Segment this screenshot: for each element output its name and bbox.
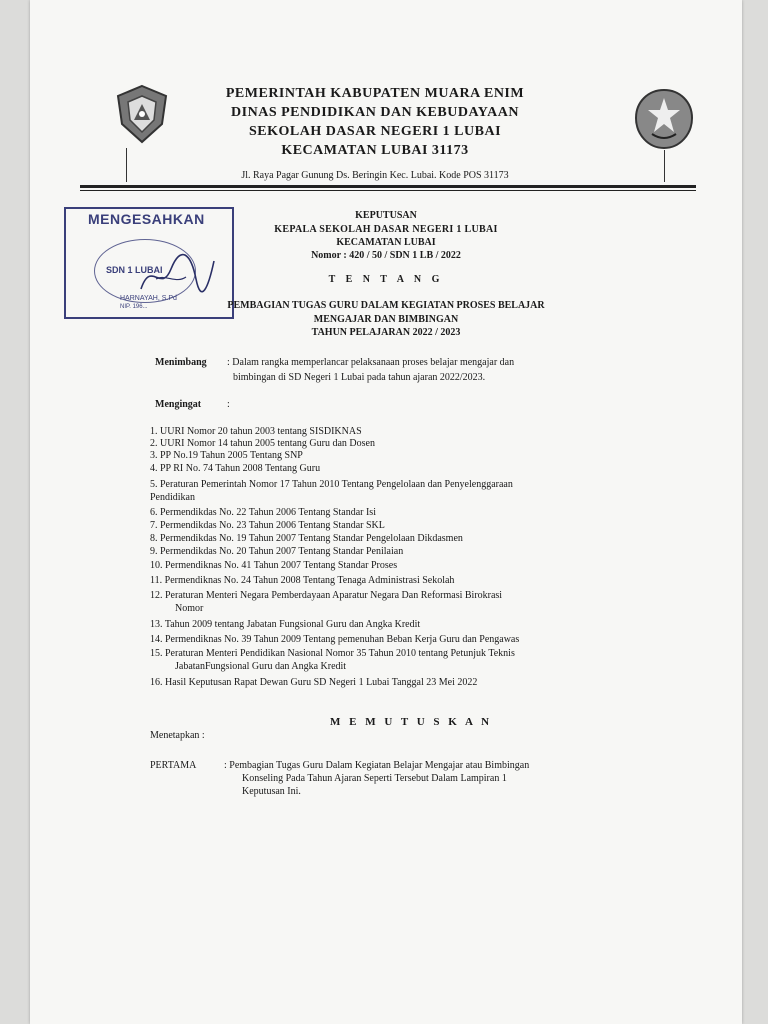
decree-subject-line2: MENGAJAR DAN BIMBINGAN (313, 314, 459, 325)
letterhead-rule-thick (80, 185, 696, 188)
letterhead-line3: SEKOLAH DASAR NEGERI 1 LUBAI (248, 124, 502, 139)
mengingat-item: 1. UURI Nomor 20 tahun 2003 tentang SISDIKNAS (150, 426, 362, 437)
letterhead-address: Jl. Raya Pagar Gunung Ds. Beringin Kec. Lubai. Kode POS 31173 (241, 170, 509, 181)
mengingat-item: 7. Permendikdas No. 23 Tahun 2006 Tentang Standar SKL (150, 520, 385, 531)
decree-subject-line3: TAHUN PELAJARAN 2022 / 2023 (311, 327, 461, 338)
mengingat-label: Mengingat (155, 399, 202, 410)
decree-title: KEPUTUSAN (355, 210, 417, 221)
menimbang-line2: bimbingan di SD Negeri 1 Lubai pada tahun ajaran 2022/2023. (233, 372, 486, 383)
mengingat-item: 9. Permendikdas No. 20 Tahun 2007 Tentang Standar Penilaian (150, 546, 404, 557)
pertama-line1: : Pembagian Tugas Guru Dalam Kegiatan Belajar Mengajar atau Bimbingan (224, 760, 530, 771)
decree-district: KECAMATAN LUBAI (336, 237, 436, 248)
mengingat-item: 4. PP RI No. 74 Tahun 2008 Tentang Guru (150, 463, 321, 474)
menimbang-label: Menimbang (155, 357, 207, 368)
mengingat-item: 14. Permendiknas No. 39 Tahun 2009 Tentang pemenuhan Beban Kerja Guru dan Pengawas (150, 634, 520, 645)
mengingat-item: 2. UURI Nomor 14 tahun 2005 tentang Guru dan Dosen (150, 438, 375, 449)
letterhead-line1: PEMERINTAH KABUPATEN MUARA ENIM (225, 86, 525, 101)
stamp-signer-nip: NIP. 196... (120, 304, 148, 310)
mengingat-item: 6. Permendikdas No. 22 Tahun 2006 Tentang Standar Isi (150, 507, 376, 518)
tut-wuri-handayani-icon (634, 88, 694, 150)
pertama-label: PERTAMA (150, 760, 197, 771)
mengingat-item-continued: Pendidikan (150, 492, 195, 503)
stamp-circle-text: SDN 1 LUBAI (106, 265, 163, 275)
pertama-line2: Konseling Pada Tahun Ajaran Seperti Tersebut Dalam Lampiran 1 (242, 773, 507, 784)
mengingat-item: 8. Permendikdas No. 19 Tahun 2007 Tentang Standar Pengelolaan Dikdasmen (150, 533, 463, 544)
left-logo-line (126, 148, 127, 182)
decree-number: Nomor : 420 / 50 / SDN 1 LB / 2022 (311, 250, 461, 261)
mengingat-item-continued: JabatanFungsional Guru dan Angka Kredit (175, 661, 347, 672)
decree-about: T E N T A N G (328, 274, 444, 285)
mengingat-item: 15. Peraturan Menteri Pendidikan Nasional Nomor 35 Tahun 2010 tentang Petunjuk Teknis (150, 648, 515, 659)
mengingat-item: 3. PP No.19 Tahun 2005 Tentang SNP (150, 450, 303, 461)
letterhead (180, 84, 570, 185)
letterhead-line4: KECAMATAN LUBAI 31173 (281, 143, 469, 158)
decree-issuer: KEPALA SEKOLAH DASAR NEGERI 1 LUBAI (274, 224, 498, 235)
menetapkan-label: Menetapkan : (150, 730, 205, 741)
mengingat-item: 16. Hasil Keputusan Rapat Dewan Guru SD Negeri 1 Lubai Tanggal 23 Mei 2022 (150, 677, 478, 688)
mengingat-item: 10. Permendiknas No. 41 Tahun 2007 Tentang Standar Proses (150, 560, 398, 571)
memutuskan-heading: M E M U T U S K A N (330, 716, 493, 728)
menimbang-line1: : Dalam rangka memperlancar pelaksanaan proses belajar mengajar dan (227, 357, 515, 368)
letterhead-line2: DINAS PENDIDIKAN DAN KEBUDAYAAN (231, 105, 519, 120)
mengingat-item: 13. Tahun 2009 tentang Jabatan Fungsional Guru dan Angka Kredit (150, 619, 421, 630)
letterhead-rule-thin (80, 190, 696, 191)
pertama-line3: Keputusan Ini. (242, 786, 301, 797)
mengingat-item: 5. Peraturan Pemerintah Nomor 17 Tahun 2010 Tentang Pengelolaan dan Penyelenggaraan (150, 479, 513, 490)
mengingat-item: 11. Permendiknas No. 24 Tahun 2008 Tentang Tenaga Administrasi Sekolah (150, 575, 455, 586)
stamp-signer-name: HARNAYAH, S.Pd (120, 295, 177, 302)
mengingat-item: 12. Peraturan Menteri Negara Pemberdayaan Aparatur Negara Dan Reformasi Birokrasi (150, 590, 503, 601)
stamp-title: MENGESAHKAN (88, 211, 205, 227)
mengingat-item-continued: Nomor (175, 603, 204, 614)
mengingat-colon: : (227, 399, 230, 410)
decree-subject-line1: PEMBAGIAN TUGAS GURU DALAM KEGIATAN PROSES BELAJAR (227, 300, 545, 311)
regency-emblem-icon (112, 84, 172, 146)
right-logo-line (664, 150, 665, 182)
